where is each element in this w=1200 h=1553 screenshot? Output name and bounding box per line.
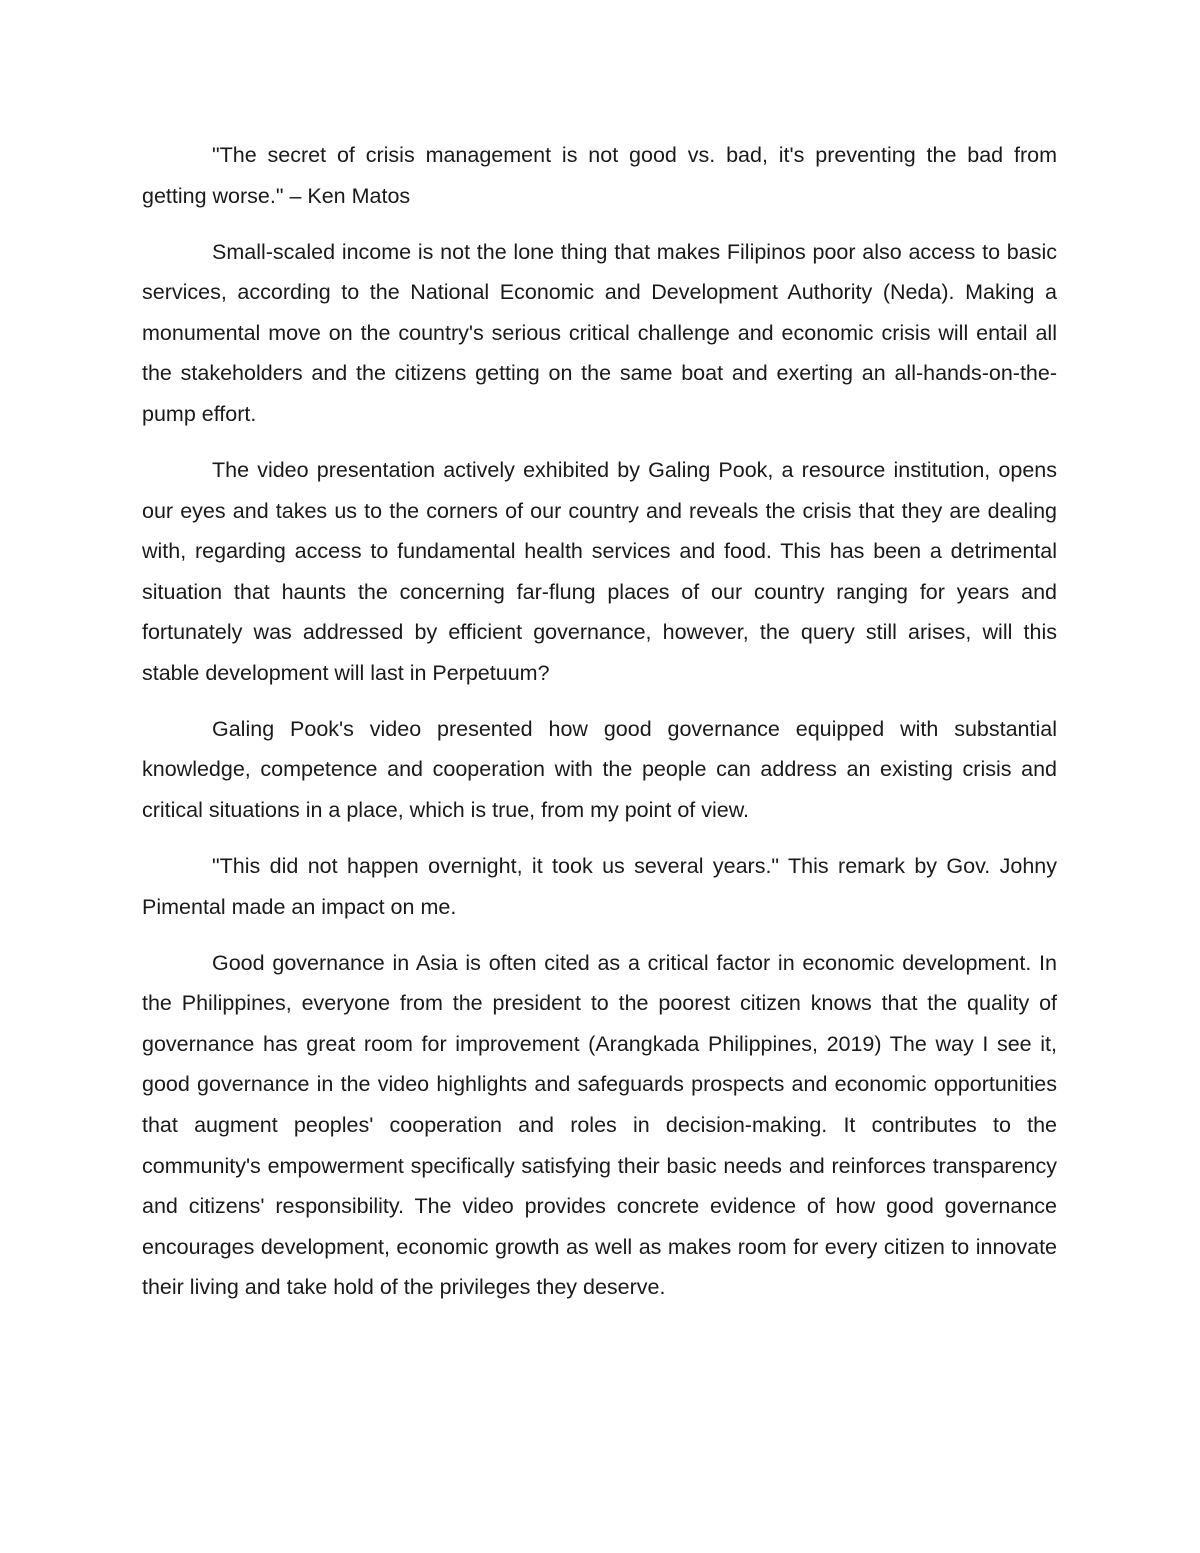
document-body bbox=[142, 135, 1057, 1323]
paragraph-good-governance-video: Galing Pook's video presented how good governance equipped with substantial knowledge, competence and cooperation with the people can address an existing crisis and critical situations in a place, which is true, from my point of view. bbox=[142, 716, 1057, 823]
paragraph-governance-asia: Good governance in Asia is often cited as a critical factor in economic development. In the Philippines, everyone from the president to the poorest citizen knows that the quality of governance has great room for improvement (Arangkada Philippines, 2019) The way I see it, good governance in the video highlights and safeguards prospects and economic opportunities that augment peoples' cooperation and roles in decision-making. It contributes to the community's empowerment specifically satisfying their basic needs and reinforces transparency and citizens' responsibility. The video provides concrete evidence of how good governance encourages development, economic growth as well as makes room for every citizen to innovate their living and take hold of the privileges they deserve. bbox=[142, 950, 1057, 1300]
paragraph-governor-remark: "This did not happen overnight, it took us several years." This remark by Gov. Johny Pimental made an impact on me. bbox=[142, 854, 1057, 919]
paragraph-video-presentation: The video presentation actively exhibited by Galing Pook, a resource institution, opens our eyes and takes us to the corners of our country and reveals the crisis that they are dealing with, regarding access to fundamental health services and food. This has been a detrimental situation that haunts the concerning far-flung places of our country ranging for years and fortunately was addressed by efficient governance, however, the query still arises, will this stable development will last in Perpetuum? bbox=[142, 457, 1057, 685]
paragraph-quote: "The secret of crisis management is not good vs. bad, it's preventing the bad from getting worse." – Ken Matos bbox=[142, 143, 1057, 208]
paragraph-income-access: Small-scaled income is not the lone thing that makes Filipinos poor also access to basic services, according to the National Economic and Development Authority (Neda). Making a monumental move on the country's serious critical challenge and economic crisis will entail all the stakeholders and the citizens getting on the same boat and exerting an all-hands-on-the-pump effort. bbox=[142, 239, 1057, 426]
